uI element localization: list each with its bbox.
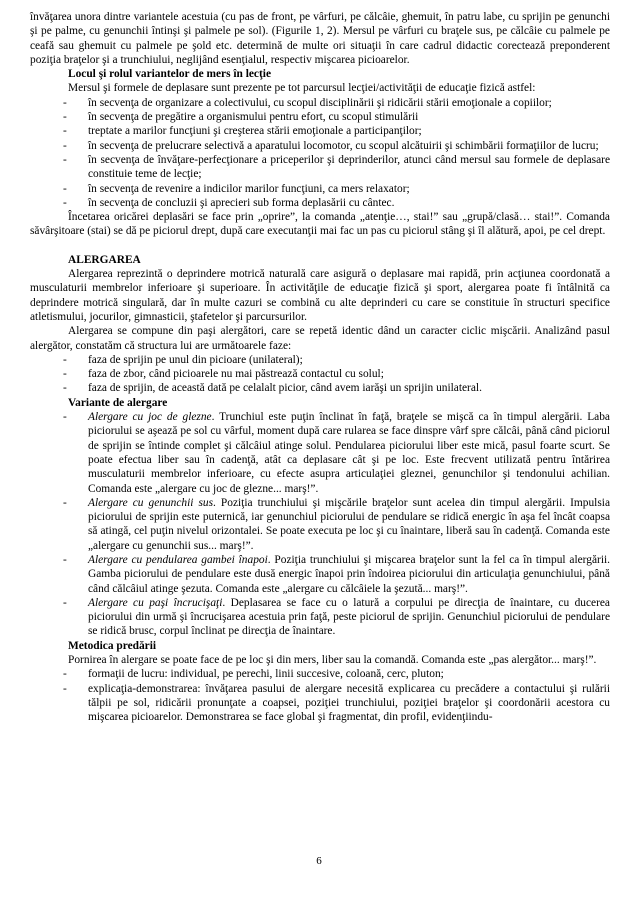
list-faze — [30, 353, 610, 396]
paragraph-incetarea: Încetarea oricărei deplasări se face prin „oprire”, la comanda „atenţie…, stai!” sau „grupă/clasă… stai!”. Comanda săvârşitoare (stai) se dă pe piciorul drept, după care executanţii mai fac un pas cu piciorul stâng şi îl alătură, apoi, pe cel drept. — [30, 211, 610, 238]
dash-bullet: - — [63, 411, 67, 424]
variant-title: Alergare cu pendularea gambei înapoi — [88, 553, 268, 566]
heading-locul-rolul: Locul şi rolul variantelor de mers în lecţie — [68, 68, 272, 81]
list-variante — [30, 410, 610, 639]
list-item — [30, 553, 610, 596]
list-item: - faza de sprijin pe unul din picioare (unilateral); — [63, 353, 303, 366]
dash-bullet: - — [63, 125, 67, 138]
paragraph-pornirea: Pornirea în alergare se poate face de pe loc şi din mers, liber sau la comandă. Comanda este „pas alergător... marş!”. — [68, 654, 597, 667]
list-metodica — [30, 667, 610, 724]
dash-bullet: - — [63, 353, 67, 366]
list-item — [30, 596, 610, 639]
paragraph-alergarea-1: Alergarea reprezintă o deprindere motrică naturală care asigură o deplasare mai rapidă, prin acţiunea coordonată a musculaturii membrelor inferioare şi superioare. În activităţile de educaţie fizică şi sport, alergarea poate fi întâlnită ca deprindere motrică singulară, dar în multe cazuri se combină cu alte deprinderi cu care se constituie în structuri specifice atletismului, jocurilor, gimnasticii, ştafetelor şi parcursurilor. — [30, 268, 610, 323]
dash-bullet: - — [63, 182, 67, 195]
list-item: - în secvenţa de concluzii şi aprecieri sub forma deplasării cu cântec. — [63, 196, 395, 209]
paragraph-mersul: Mersul şi formele de deplasare sunt prezente pe tot parcursul lecţiei/activităţii de educaţie fizică astfel: — [68, 82, 536, 95]
heading-variante: Variante de alergare — [68, 396, 168, 409]
list-item: - faza de sprijin, de această dată pe celalalt picior, când avem iarăşi un sprijin unilateral. — [63, 382, 482, 395]
dash-bullet: - — [63, 139, 67, 152]
dash-bullet: - — [63, 382, 67, 395]
section-spacer — [30, 239, 610, 253]
dash-bullet: - — [63, 368, 67, 381]
list-secvente — [30, 96, 610, 210]
list-item: - în secvenţa de organizare a colectivului, cu scopul disciplinării şi ridicării stării emoţionale a copiilor; — [63, 96, 552, 109]
intro-paragraph: învăţarea unora dintre variantele acestuia (cu pas de front, pe vârfuri, pe călcâie, ghemuit, în patru labe, cu sprijin pe genunchi şi pe palme, cu genunchii întinşi şi palmele pe sol). (Figurile 1, 2). Mersul pe vârfuri cu braţele sus, pe călcâie cu palmele pe ceafă sau ghemuit cu palmele pe şold etc. determină de multe ori situaţii în care cadrul didactic corectează preponderent poziţia braţelor şi a trunchiului, neglijând esenţialul, respectiv mişcarea picioarelor. — [30, 11, 610, 66]
heading-alergarea: ALERGAREA — [68, 253, 141, 266]
dash-bullet: - — [63, 596, 67, 609]
variant-title: Alergare cu paşi încrucişaţi — [88, 596, 223, 609]
dash-bullet: - — [63, 153, 67, 166]
dash-bullet: - — [63, 682, 67, 695]
page-number: 6 — [316, 855, 322, 867]
list-item: - treptate a marilor funcţiuni şi creşterea stării emoţionale a participanţilor; — [63, 125, 422, 138]
variant-text: . Trunchiul este puţin înclinat în faţă, braţele se mişcă ca în timpul alergării. Laba piciorului se aşează pe sol cu vârful, moment după care rularea se face dinspre vârf spre călcâi, până când piciorul de sprijin se întinde complet şi călcâiul atinge solul. Pendularea piciorului liber este mică, pasul foarte scurt. Se poate efectua liber sau în cadenţă, atât ca deplasare cât şi pe loc. Este frecvent utilizată pentru întărirea musculaturii membrelor inferioare, cu efecte asupra articulaţiei gleznei, genunchilor şi tendonului achilian. Comanda este „alergare cu joc de glezne... marş!”. — [88, 411, 610, 495]
list-item: - formaţii de lucru: individual, pe perechi, linii succesive, coloană, cerc, pluton; — [63, 668, 444, 681]
document-page — [30, 10, 610, 725]
variant-text: . Deplasarea se face cu o latură a corpului pe direcţia de înaintare, cu ducerea piciorului din urmă şi încrucişarea acestuia prin faţă, peste piciorul de sprijin. Genunchiul piciorului de pendulare se ridică brusc, corpul înclinat pe direcţia de înaintare. — [88, 596, 610, 638]
dash-bullet: - — [63, 668, 67, 681]
list-item: - în secvenţa de pregătire a organismului pentru efort, cu scopul stimulării — [63, 111, 419, 124]
paragraph-alergarea-2: Alergarea se compune din paşi alergători, care se repetă identic dând un caracter ciclic mişcării. Analizând pasul alergător, constatăm că structura lui are următoarele faze: — [30, 325, 610, 352]
heading-metodica: Metodica predării — [68, 639, 157, 652]
list-item — [30, 410, 610, 496]
dash-bullet: - — [63, 196, 67, 209]
dash-bullet: - — [63, 96, 67, 109]
variant-text: . Poziţia trunchiului şi mişcarea braţelor sunt la fel ca în timpul alergării. Gamba piciorului de pendulare este dusă energic înapoi prin îndoirea piciorului din articulaţia genunchiului, până când călcâiul atinge şezuta. Comanda este „alergare cu călcâiele la şezută... marş!”. — [88, 553, 610, 595]
list-item: - în secvenţa de învăţare-perfecţionare a priceperilor şi deprinderilor, atunci când mersul sau formele de deplasare constituie teme de lecţie; — [63, 153, 610, 181]
variant-title: Alergare cu genunchii sus — [88, 496, 214, 509]
variant-title: Alergare cu joc de glezne — [88, 411, 212, 424]
list-item: - în secvenţa de prelucrare selectivă a aparatului locomotor, cu scopul alcătuirii şi schimbării formaţiilor de lucru; — [63, 139, 599, 152]
list-item — [30, 496, 610, 553]
list-item: - faza de zbor, când picioarele nu mai păstrează contactul cu solul; — [63, 368, 384, 381]
list-item: - în secvenţa de revenire a indicilor marilor funcţiuni, ca mers relaxator; — [63, 182, 410, 195]
variant-text: . Poziţia trunchiului şi mişcările braţelor sunt acelea din timpul alergării. Impulsia piciorului de sprijin este puternică, iar genunchiul piciorului de pendulare se ridică energic în aşa fel încât coapsa să atingă, cel puţin nivelul orizontalei. Se poate executa pe loc şi cu înaintare, liberă sau în cadenţă. Comanda este „alergare cu genunchii sus... marş!”. — [88, 496, 610, 552]
dash-bullet: - — [63, 496, 67, 509]
dash-bullet: - — [63, 553, 67, 566]
dash-bullet: - — [63, 111, 67, 124]
list-item: - explicaţia-demonstrarea: învăţarea pasului de alergare necesită explicarea cu precădere a contactului şi rulării tălpii pe sol, ridicării pronunţate a coapsei, poziţiei trunchiului, poziţiei braţelor şi coordonării acestora cu mişcarea picioarelor. Demonstrarea se face global şi fragmentat, din profil, evidenţiindu- — [63, 682, 610, 724]
